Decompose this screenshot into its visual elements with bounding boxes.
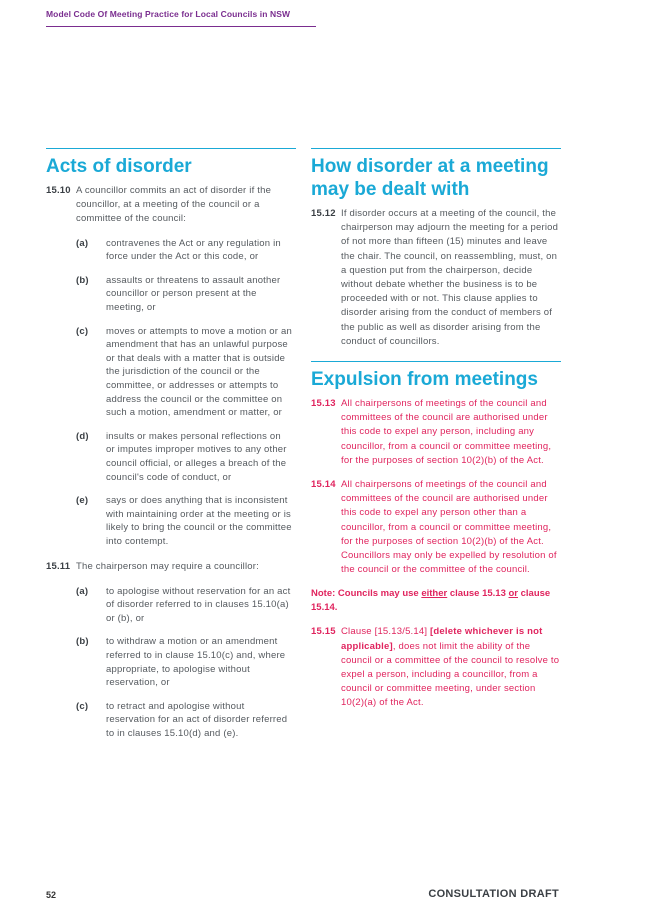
- clause-number: 15.11: [46, 561, 71, 573]
- consultation-draft-label: CONSULTATION DRAFT: [428, 888, 559, 900]
- sub-text: moves or attempts to move a motion or an amendment that has an unlawful purpose or that deals with a matter that is outside the jurisdiction of the council or the committee, or addresses or attempts to address the council or the committee on such a motion, amendment or matter, or: [106, 325, 292, 419]
- page-number: 52: [46, 890, 57, 900]
- clause-text: If disorder occurs at a meeting of the council, the chairperson may adjourn the meeting for a period of not more than fifteen (15) minutes and leave the chair. The council, on reassembling, must, on a question put from the chairperson, decide without debate whether the business is to be proceeded with or not. This clause applies to disorder arising from the conduct of members of the public as well as disorder arising from the conduct of councillors.: [341, 208, 559, 347]
- sub-text: to retract and apologise without reservation for an act of disorder referred to in clauses 15.10(d) and (e).: [106, 700, 288, 740]
- left-column: [46, 148, 296, 747]
- clause-15-13: [311, 397, 561, 468]
- sub-item: [46, 430, 296, 484]
- sub-item: [46, 494, 296, 548]
- sub-item: [46, 274, 296, 315]
- clause-15-14: [311, 478, 561, 577]
- sub-letter: (b): [76, 274, 89, 286]
- clause-text: A councillor commits an act of disorder if the councillor, at a meeting of the council or a committee of the council:: [76, 185, 272, 225]
- clause-bold-instruction: [delete whichever is not applicable]: [341, 626, 543, 652]
- sub-item: [46, 585, 296, 626]
- sub-text: insults or makes personal reflections on or imputes improper motives to any other council official, or alleges a breach of the council's code of conduct, or: [106, 430, 287, 483]
- note-either: either: [421, 588, 448, 600]
- note-suffix: clause 15.14.: [311, 588, 551, 614]
- clause-text: All chairpersons of meetings of the council and committees of the council are authorised under this code to expel any person other than a councillor, from a council or committee meeting, for the purposes of section 10(2)(b) of the Act. Councillors may only be expelled by resolution of the council or the committee of the council.: [341, 479, 557, 576]
- clause-suffix: , does not limit the ability of the council or a committee of the council to resolve to expel a person, including a councillor, from a council or committee meeting, under section 10(2)(a) of the Act.: [341, 640, 560, 709]
- clause-prefix: Clause [15.13/5.14]: [341, 626, 431, 638]
- sub-text: to withdraw a motion or an amendment referred to in clause 15.10(c) and, where appropriate, to apologise without reservation, or: [106, 636, 286, 689]
- clause-15-12: [311, 207, 561, 349]
- section-divider: [46, 148, 296, 149]
- sub-letter: (b): [76, 636, 89, 648]
- clause-number: 15.14: [311, 479, 336, 491]
- clause-15-15: [311, 625, 561, 710]
- sub-text: says or does anything that is inconsistent with maintaining order at the meeting or is likely to bring the council or the committee into contempt.: [106, 495, 292, 547]
- sub-item: [46, 635, 296, 689]
- sub-item: [46, 237, 296, 264]
- section-divider: [311, 361, 561, 362]
- clause-text: All chairpersons of meetings of the council and committees of the council are authorised under this code to expel any person, including any councillor, from a council or committee meeting, for the purposes of section 10(2)(b) of the Act.: [341, 398, 552, 466]
- sub-letter: (e): [76, 495, 89, 507]
- clause-number: 15.12: [311, 208, 336, 219]
- sub-item: [46, 700, 296, 741]
- sub-text: to apologise without reservation for an act of disorder referred to in clauses 15.10(a) or (b), or: [106, 585, 291, 624]
- heading-expulsion-from-meetings: Expulsion from meetings: [311, 369, 538, 391]
- clause-number: 15.10: [46, 185, 71, 196]
- sub-item: [46, 325, 296, 420]
- running-header: Model Code Of Meeting Practice for Local Councils in NSW: [46, 9, 316, 27]
- sub-text: assaults or threatens to assault another councillor or person present at the meeting, or: [106, 274, 281, 313]
- note-or: or: [508, 588, 518, 600]
- heading-how-disorder-dealt-with: How disorder at a meeting may be dealt with: [311, 156, 549, 200]
- clause-number: 15.15: [311, 626, 336, 638]
- sub-letter: (c): [76, 700, 89, 712]
- sub-letter: (d): [76, 430, 89, 442]
- sub-letter: (a): [76, 585, 89, 597]
- clause-number: 15.13: [311, 398, 336, 410]
- clause-text: The chairperson may require a councillor:: [76, 561, 259, 573]
- clause-text: [341, 625, 561, 710]
- section-divider: [311, 148, 561, 149]
- clause-15-10: [46, 184, 296, 227]
- clause-15-11: [46, 560, 296, 574]
- right-column: [311, 148, 561, 717]
- sub-text: contravenes the Act or any regulation in force under the Act or this code, or: [106, 237, 281, 263]
- note: [311, 587, 561, 615]
- note-prefix: Note: Councils may use: [311, 588, 422, 600]
- sub-letter: (c): [76, 325, 89, 337]
- note-middle: clause 15.13: [447, 588, 509, 600]
- sub-letter: (a): [76, 237, 89, 249]
- heading-acts-of-disorder: Acts of disorder: [46, 156, 192, 177]
